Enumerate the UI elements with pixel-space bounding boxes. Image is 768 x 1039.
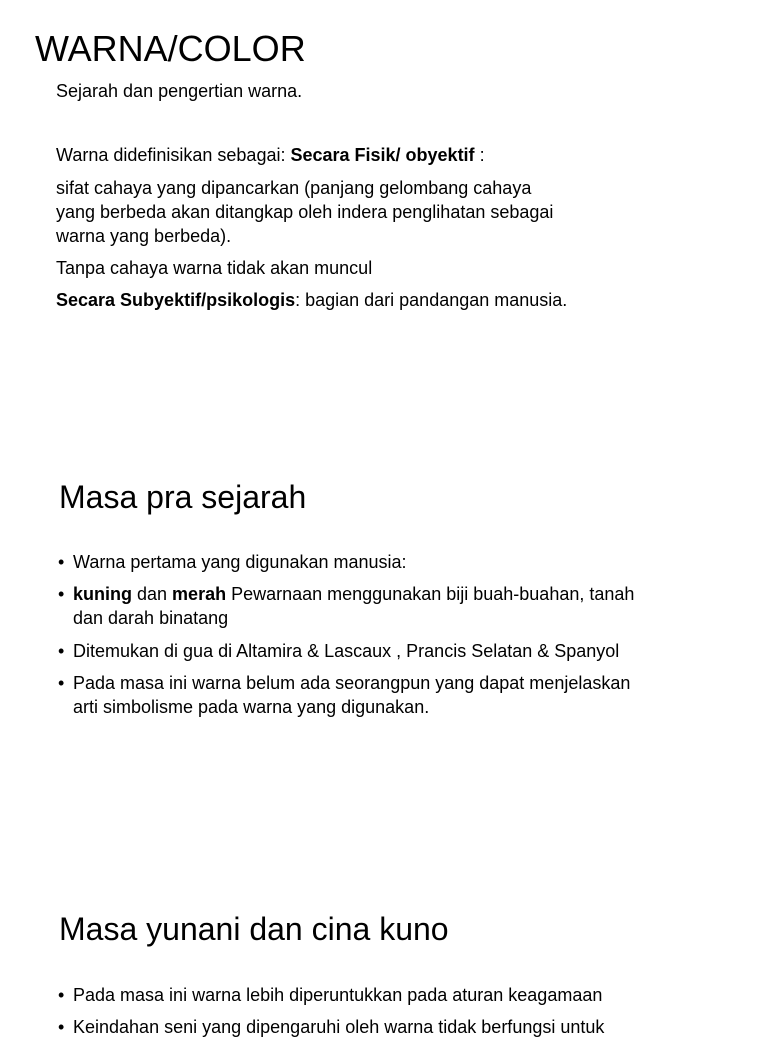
- slide-masa-pra-sejarah: [0, 460, 768, 760]
- kuning-bold: kuning: [73, 584, 132, 604]
- subjective-bold: Secara Subyektif/psikologis: [56, 290, 296, 310]
- subtitle: Sejarah dan pengertian warna.: [56, 81, 303, 101]
- bullet-text-mid: dan: [132, 584, 173, 604]
- physical-line-1: sifat cahaya yang dipancarkan (panjang gelombang cahaya: [56, 178, 532, 198]
- physical-line-2: yang berbeda akan ditangkap oleh indera penglihatan sebagai: [56, 202, 554, 222]
- bullet-text: arti simbolisme pada warna yang digunakan.: [73, 697, 430, 717]
- slide-title: Masa pra sejarah: [59, 479, 307, 515]
- bullet-text: Pada masa ini warna belum ada seorangpun yang dapat menjelaskan: [73, 673, 631, 693]
- bullet-glyph: •: [58, 1017, 65, 1037]
- bullet-text: Warna pertama yang digunakan manusia:: [73, 552, 407, 572]
- bullet-glyph: •: [58, 641, 65, 661]
- bullet-text: Ditemukan di gua di Altamira & Lascaux , Prancis Selatan & Spanyol: [73, 641, 620, 661]
- bullet-text: [73, 582, 634, 606]
- bullet-text: dan darah binatang: [73, 608, 229, 628]
- definition-physical-bold: Secara Fisik/ obyektif: [290, 145, 475, 165]
- slide-warna-color: [0, 0, 768, 340]
- subjective-line: [56, 288, 567, 312]
- bullet-text: Keindahan seni yang dipengaruhi oleh warna tidak berfungsi untuk: [73, 1017, 605, 1037]
- bullet-glyph: •: [58, 552, 65, 572]
- bullet-glyph: •: [58, 985, 65, 1005]
- bullet-text-rest: Pewarnaan menggunakan biji buah-buahan, tanah: [226, 584, 635, 604]
- bullet-glyph: •: [58, 673, 65, 693]
- definition-line: [56, 143, 485, 167]
- physical-line-3: warna yang berbeda).: [56, 226, 232, 246]
- no-light-line: Tanpa cahaya warna tidak akan muncul: [56, 258, 373, 278]
- slide-title: WARNA/COLOR: [35, 28, 306, 69]
- bullet-glyph: •: [58, 584, 65, 604]
- definition-suffix: :: [474, 145, 485, 165]
- slide-masa-yunani-cina-kuno: [0, 890, 768, 1037]
- definition-prefix: Warna didefinisikan sebagai:: [56, 145, 291, 165]
- slide-title: Masa yunani dan cina kuno: [59, 911, 449, 947]
- bullet-text: Pada masa ini warna lebih diperuntukkan pada aturan keagamaan: [73, 985, 603, 1005]
- subjective-rest: : bagian dari pandangan manusia.: [295, 290, 568, 310]
- merah-bold: merah: [172, 584, 227, 604]
